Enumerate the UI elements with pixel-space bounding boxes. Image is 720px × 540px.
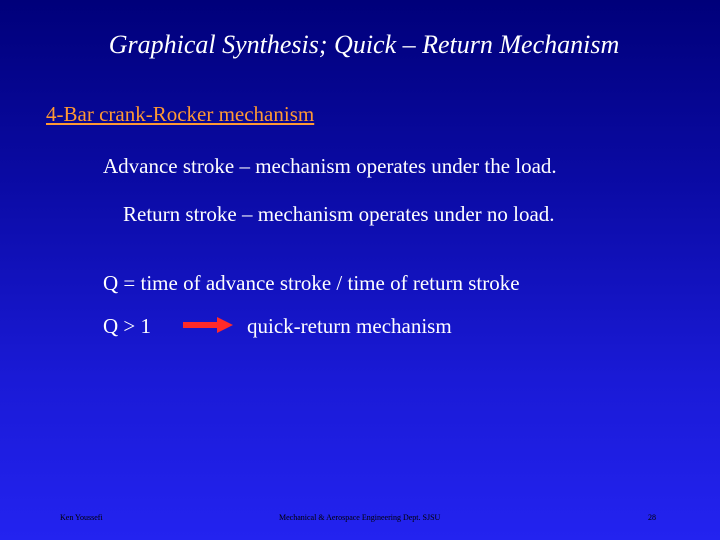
- slide-title: Graphical Synthesis; Quick – Return Mechanism: [108, 30, 620, 59]
- return-stroke-text: Return stroke – mechanism operates under no load.: [123, 202, 555, 226]
- q-result-text: quick-return mechanism: [247, 314, 452, 338]
- slide-subtitle: 4-Bar crank-Rocker mechanism: [46, 102, 315, 126]
- q-condition-text: Q > 1: [103, 314, 152, 338]
- footer-author: Ken Youssefi: [60, 513, 103, 522]
- advance-stroke-text: Advance stroke – mechanism operates under the load.: [103, 154, 557, 178]
- footer-department: Mechanical & Aerospace Engineering Dept. SJSU: [279, 513, 441, 522]
- q-definition-text: Q = time of advance stroke / time of return stroke: [103, 271, 520, 295]
- footer-page-number: 28: [648, 513, 656, 522]
- right-arrow-icon: [183, 317, 233, 333]
